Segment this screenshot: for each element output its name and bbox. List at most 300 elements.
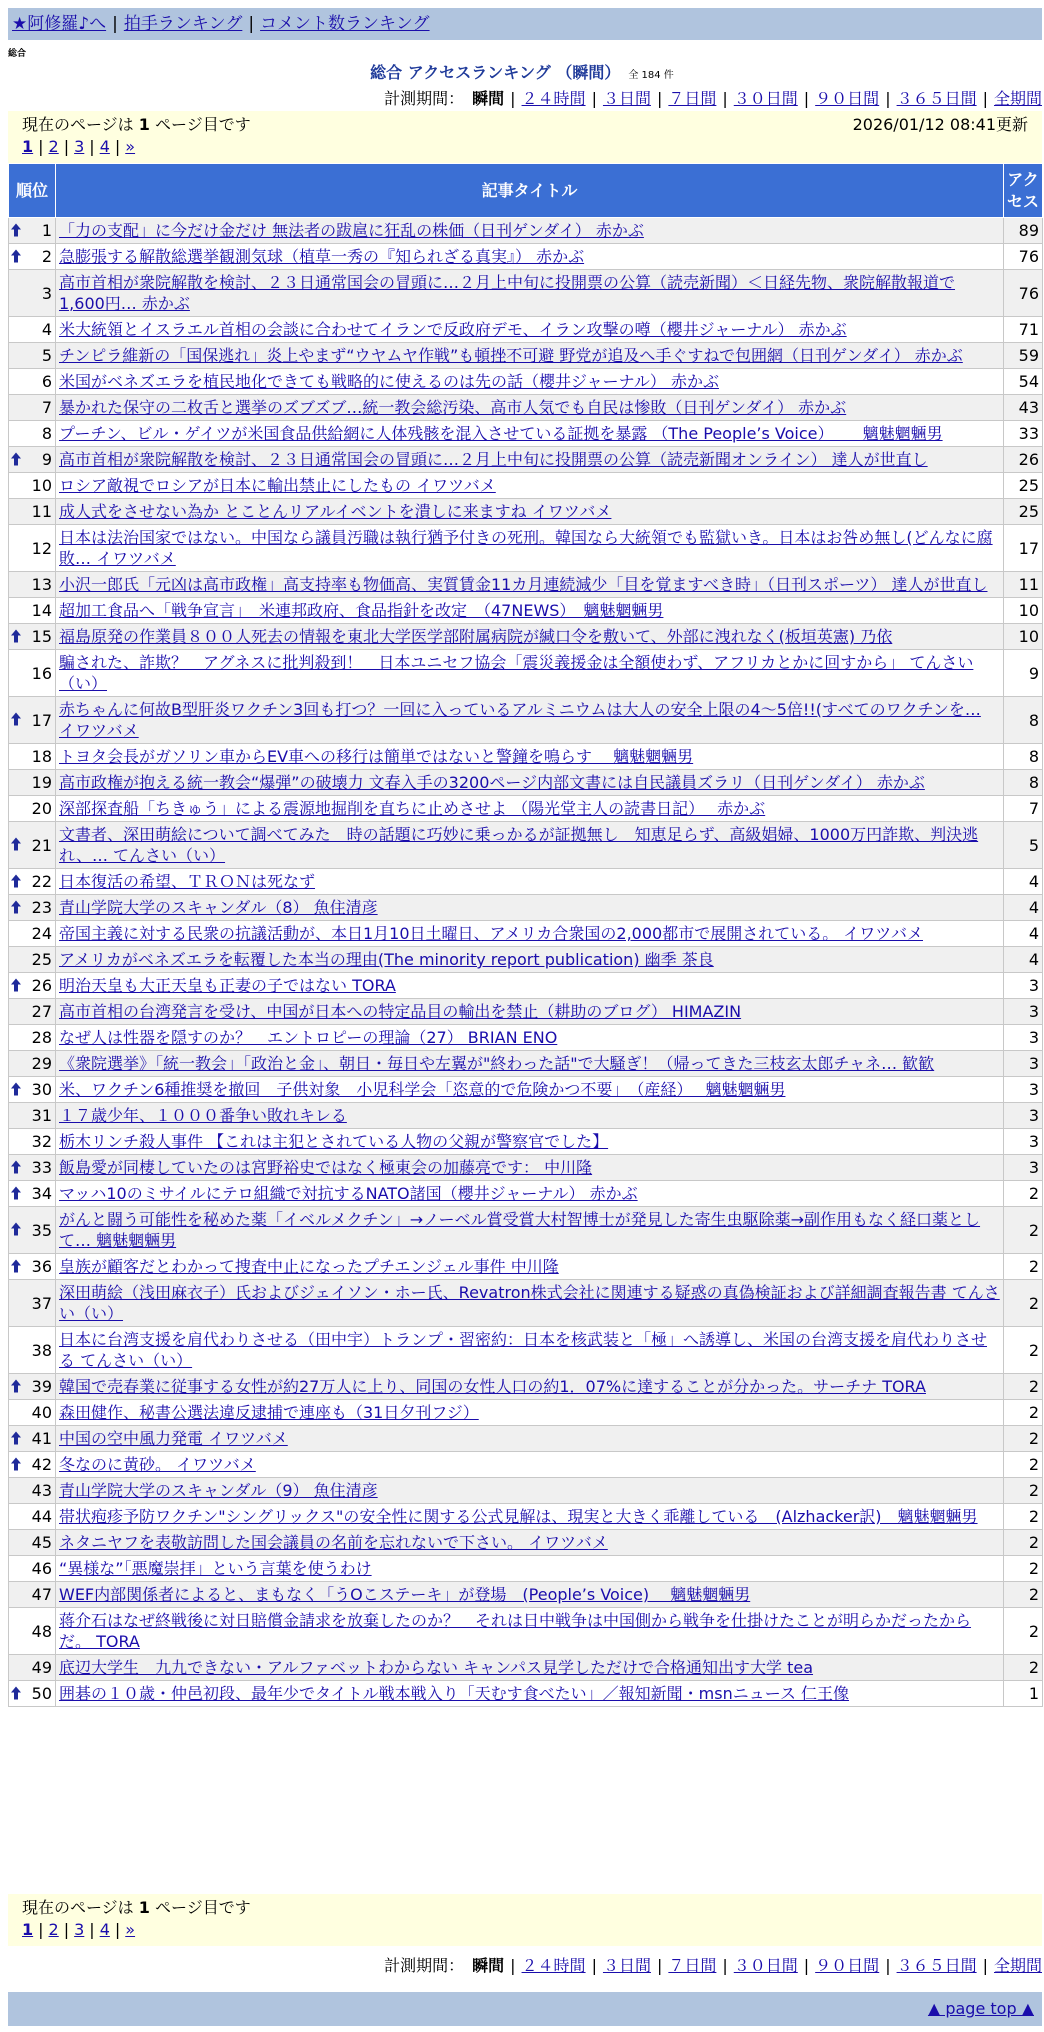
- table-row: [9, 1608, 1043, 1655]
- rank-up-arrow-icon: [11, 710, 21, 731]
- ranking-table-body: [9, 218, 1043, 1707]
- rank-cell: [9, 1400, 56, 1426]
- access-count: 8: [1004, 744, 1043, 770]
- article-link[interactable]: 韓国で売春業に従事する女性が約27万人に上り、同国の女性人口の約1．07%に達することが分かった。サーチナ TORA: [59, 1377, 926, 1396]
- rank-number: 31: [31, 1106, 52, 1125]
- article-link[interactable]: チンピラ維新の「国保逃れ」炎上やまず“ウヤムヤ作戦”も頓挫不可避 野党が追及へ手ぐすねで包囲網（日刊ゲンダイ） 赤かぶ: [59, 346, 963, 365]
- period-link[interactable]: 全期間: [993, 89, 1042, 108]
- table-row: [9, 572, 1043, 598]
- access-count: 1: [1004, 1681, 1043, 1707]
- rank-cell: [9, 1426, 56, 1452]
- title-cell: [56, 499, 1004, 525]
- next-page-link[interactable]: »: [125, 137, 136, 156]
- title-cell: [56, 1327, 1004, 1374]
- table-row: [9, 244, 1043, 270]
- page-link[interactable]: 4: [99, 137, 110, 156]
- title-cell: [56, 1254, 1004, 1280]
- article-link[interactable]: 冬なのに黄砂。 イワツバメ: [59, 1455, 256, 1474]
- rank-cell: [9, 317, 56, 343]
- rank-cell: [9, 1374, 56, 1400]
- title-cell: [56, 598, 1004, 624]
- title-cell: [56, 999, 1004, 1025]
- access-count: 25: [1004, 499, 1043, 525]
- title-cell: [56, 343, 1004, 369]
- period-selected: 瞬間: [472, 1956, 505, 1975]
- rank-cell: [9, 1608, 56, 1655]
- article-link[interactable]: 米大統領とイスラエル首相の会談に合わせてイランで反政府デモ、イラン攻撃の噂（櫻井ジャーナル） 赤かぶ: [59, 320, 847, 339]
- rank-number: 6: [41, 372, 52, 391]
- access-count: 9: [1004, 650, 1043, 697]
- period-link[interactable]: ３日間: [602, 89, 651, 108]
- period-separator: |: [591, 89, 597, 108]
- access-count: 76: [1004, 244, 1043, 270]
- title-cell: [56, 697, 1004, 744]
- table-row: [9, 770, 1043, 796]
- period-link[interactable]: ９０日間: [815, 1956, 880, 1975]
- table-row: [9, 973, 1043, 999]
- pager-prefix: 現在のページは: [22, 1898, 134, 1917]
- access-count: 4: [1004, 895, 1043, 921]
- access-count: 2: [1004, 1530, 1043, 1556]
- table-row: [9, 1155, 1043, 1181]
- table-row: [9, 869, 1043, 895]
- rank-cell: [9, 973, 56, 999]
- access-count: 3: [1004, 973, 1043, 999]
- access-count: 2: [1004, 1181, 1043, 1207]
- rank-number: 13: [31, 575, 52, 594]
- article-link[interactable]: 日本に台湾支援を肩代わりさせる（田中宇）トランプ・習密約：日本を核武装と「極」へ誘導し、米国の台湾支援を肩代わりさせる てんさい（い）: [59, 1330, 988, 1370]
- article-link[interactable]: 成人式をさせない為か とことんリアルイベントを潰しに来ますね イワツバメ: [59, 502, 612, 521]
- rank-number: 37: [31, 1293, 52, 1313]
- article-link[interactable]: 栃木リンチ殺人事件 【これは主犯とされている人物の父親が警察官でした】: [59, 1132, 609, 1151]
- pager-current: 1: [138, 1898, 150, 1917]
- page-link[interactable]: 3: [74, 137, 85, 156]
- rank-cell: [9, 1504, 56, 1530]
- article-link[interactable]: 青山学院大学のスキャンダル（9） 魚住清彦: [59, 1481, 378, 1500]
- section-tag: 総合: [8, 49, 27, 59]
- rank-cell: [9, 1452, 56, 1478]
- table-row: [9, 1655, 1043, 1681]
- article-link[interactable]: 囲碁の１０歳・仲邑初段、最年少でタイトル戦本戦入り「天むす食べたい」／報知新聞・msnニュース 仁王像: [59, 1684, 850, 1703]
- title-cell: [56, 1129, 1004, 1155]
- article-link[interactable]: 日本復活の希望、ＴＲＯＮは死なず: [59, 872, 316, 891]
- article-link[interactable]: 小沢一郎氏「元凶は高市政権」高支持率も物価高、実質賃金11カ月連続減少「目を覚ますべき時」（日刊スポーツ） 達人が世直し: [59, 575, 988, 594]
- access-count: 2: [1004, 1327, 1043, 1374]
- rank-number: 9: [41, 450, 52, 469]
- access-count: 3: [1004, 1025, 1043, 1051]
- title-cell: [56, 624, 1004, 650]
- period-selected: 瞬間: [472, 89, 505, 108]
- table-row: [9, 369, 1043, 395]
- table-row: [9, 1452, 1043, 1478]
- rank-number: 2: [41, 247, 52, 266]
- access-count: 25: [1004, 473, 1043, 499]
- access-count: 17: [1004, 525, 1043, 572]
- article-link[interactable]: ネタニヤフを表敬訪問した国会議員の名前を忘れないで下さい。 イワツバメ: [59, 1533, 608, 1552]
- rank-number: 21: [31, 835, 52, 855]
- access-count: 8: [1004, 770, 1043, 796]
- access-count: 59: [1004, 343, 1043, 369]
- access-count: 10: [1004, 624, 1043, 650]
- article-link[interactable]: 高市政権が抱える統一教会“爆弾”の破壊力 文春入手の3200ページ内部文書には自民議員ズラリ（日刊ゲンダイ） 赤かぶ: [59, 773, 925, 792]
- title-cell: [56, 447, 1004, 473]
- article-link[interactable]: 福島原発の作業員８００人死去の情報を東北大学医学部附属病院が緘口令を敷いて、外部に洩れなく(板垣英憲) 乃依: [59, 627, 893, 646]
- rank-cell: [9, 624, 56, 650]
- title-cell: [56, 973, 1004, 999]
- rank-number: 30: [31, 1080, 52, 1099]
- article-link[interactable]: １７歳少年、１０００番争い敗れキレる: [59, 1106, 347, 1125]
- article-link[interactable]: 超加工食品へ「戦争宣言」 米連邦政府、食品指針を改定 （47NEWS） 魑魅魍魎男: [59, 601, 664, 620]
- table-row: [9, 447, 1043, 473]
- access-count: 8: [1004, 697, 1043, 744]
- pager-prefix: 現在のページは: [22, 115, 134, 134]
- rank-number: 12: [31, 538, 52, 558]
- article-link[interactable]: 中国の空中風力発電 イワツバメ: [59, 1429, 288, 1448]
- title-cell: [56, 869, 1004, 895]
- rank-cell: [9, 369, 56, 395]
- article-link[interactable]: 森田健作、秘書公選法違反逮捕で連座も（31日夕刊フジ）: [59, 1403, 479, 1422]
- pager-top: [8, 111, 1042, 163]
- rank-cell: [9, 1207, 56, 1254]
- nav-separator: |: [248, 14, 255, 34]
- article-link[interactable]: 日本は法治国家ではない。中国なら議員汚職は執行猶予付きの死刑。韓国なら大統領でも監獄いき。日本はお咎め無し(どんなに腐敗… イワツバメ: [59, 528, 993, 568]
- rank-cell: [9, 1077, 56, 1103]
- period-link[interactable]: ７日間: [668, 1956, 717, 1975]
- article-link[interactable]: 蒋介石はなぜ終戦後に対日賠償金請求を放棄したのか？ それは日中戦争は中国側から戦争を仕掛けたことが明らかだったからだ。 TORA: [59, 1611, 972, 1651]
- title-cell: [56, 1400, 1004, 1426]
- article-link[interactable]: 皇族が顧客だとわかって捜査中止になったプチエンジェル事件 中川隆: [59, 1257, 559, 1276]
- table-row: [9, 947, 1043, 973]
- article-link[interactable]: 高市首相の台湾発言を受け、中国が日本への特定品目の輸出を禁止（耕助のブログ） HIMAZIN: [59, 1002, 742, 1021]
- rank-cell: [9, 895, 56, 921]
- period-separator: |: [656, 1956, 663, 1975]
- period-link[interactable]: ３日間: [602, 1956, 651, 1975]
- period-label: 計測期間：: [384, 89, 465, 108]
- table-row: [9, 395, 1043, 421]
- pager-current: 1: [138, 115, 150, 134]
- title-cell: [56, 1025, 1004, 1051]
- page-link[interactable]: 4: [99, 1920, 110, 1939]
- table-row: [9, 270, 1043, 317]
- rank-number: 43: [31, 1481, 52, 1500]
- article-link[interactable]: ロシア敵視でロシアが日本に輸出禁止にしたもの イワツバメ: [59, 476, 496, 495]
- comment-ranking-link[interactable]: コメント数ランキング: [260, 14, 430, 34]
- page-top-link[interactable]: ▲ page top ▲: [927, 1999, 1034, 2018]
- rank-cell: [9, 270, 56, 317]
- rank-up-arrow-icon: [11, 1683, 21, 1704]
- period-separator: |: [722, 1956, 728, 1975]
- rank-up-arrow-icon: [11, 1428, 21, 1449]
- period-separator: |: [591, 1956, 597, 1975]
- article-link[interactable]: 赤ちゃんに何故B型肝炎ワクチン3回も打つ？一回に入っているアルミニウムは大人の安全上限の4～5倍!!(すべてのワクチンを… イワツバメ: [59, 700, 981, 740]
- access-count: 2: [1004, 1504, 1043, 1530]
- rank-number: 24: [31, 924, 52, 943]
- access-count: 2: [1004, 1608, 1043, 1655]
- article-link[interactable]: 明治天皇も大正天皇も正妻の子ではない TORA: [59, 976, 396, 995]
- title-cell: [56, 796, 1004, 822]
- table-row: [9, 624, 1043, 650]
- rank-cell: [9, 218, 56, 244]
- access-count: 89: [1004, 218, 1043, 244]
- title-cell: [56, 1280, 1004, 1327]
- title-cell: [56, 822, 1004, 869]
- nav-separator: |: [112, 14, 118, 34]
- article-link[interactable]: 底辺大学生 九九できない・アルファベットわからない キャンパス見学しただけで合格通知出す大学 tea: [59, 1658, 814, 1677]
- clap-ranking-link[interactable]: 拍手ランキング: [123, 14, 243, 34]
- rank-cell: [9, 1155, 56, 1181]
- article-link[interactable]: 米、ワクチン6種推奨を撤回 子供対象 小児科学会「恣意的で危険かつ不要」 （産経） 魑魅魍魎男: [59, 1080, 786, 1099]
- pager-bottom: [8, 1894, 1042, 1946]
- table-row: [9, 525, 1043, 572]
- rank-cell: [9, 1530, 56, 1556]
- bottom-bar: [8, 1992, 1042, 2026]
- rank-cell: [9, 1327, 56, 1374]
- table-row: [9, 999, 1043, 1025]
- rank-cell: [9, 598, 56, 624]
- title-cell: [56, 650, 1004, 697]
- table-row: [9, 598, 1043, 624]
- access-count: 26: [1004, 447, 1043, 473]
- access-count: 4: [1004, 947, 1043, 973]
- rank-cell: [9, 1478, 56, 1504]
- title-cell: [56, 1181, 1004, 1207]
- table-row: [9, 921, 1043, 947]
- table-row: [9, 1051, 1043, 1077]
- access-count: 3: [1004, 999, 1043, 1025]
- rank-number: 47: [31, 1585, 52, 1604]
- rank-cell: [9, 447, 56, 473]
- access-count: 3: [1004, 1077, 1043, 1103]
- page-link[interactable]: 1: [22, 1920, 34, 1939]
- title-cell: [56, 895, 1004, 921]
- access-count: 2: [1004, 1400, 1043, 1426]
- title-cell: [56, 1655, 1004, 1681]
- table-row: [9, 1400, 1043, 1426]
- period-link[interactable]: ３０日間: [733, 89, 798, 108]
- rank-cell: [9, 525, 56, 572]
- access-count: 2: [1004, 1280, 1043, 1327]
- article-link[interactable]: 急膨張する解散総選挙観測気球（植草一秀の『知られざる真実』） 赤かぶ: [59, 247, 585, 266]
- rank-number: 29: [31, 1054, 52, 1073]
- rank-number: 39: [31, 1377, 52, 1396]
- period-separator: |: [722, 89, 728, 108]
- table-header-row: [9, 164, 1043, 218]
- table-row: [9, 1426, 1043, 1452]
- article-link[interactable]: プーチン、ビル・ゲイツが米国食品供給網に人体残骸を混入させている証拠を暴露 （The People’s Voice） 魑魅魍魎男: [59, 424, 943, 443]
- rank-up-arrow-icon: [11, 835, 21, 856]
- article-link[interactable]: 「力の支配」に今だけ金だけ 無法者の跋扈に狂乱の株価（日刊ゲンダイ） 赤かぶ: [59, 221, 644, 240]
- table-row: [9, 1478, 1043, 1504]
- article-link[interactable]: 飯島愛が同棲していたのは宮野裕史ではなく極東会の加藤亮です： 中川隆: [59, 1158, 593, 1177]
- rank-number: 49: [31, 1658, 52, 1677]
- article-link[interactable]: 高市首相が衆院解散を検討、２３日通常国会の冒頭に…２月上中旬に投開票の公算（読売新聞）＜日経先物、衆院解散報道で1,600円… 赤かぶ: [59, 273, 956, 313]
- title-cell: [56, 572, 1004, 598]
- rank-cell: [9, 1103, 56, 1129]
- article-link[interactable]: 高市首相が衆院解散を検討、２３日通常国会の冒頭に…２月上中旬に投開票の公算（読売新聞オンライン） 達人が世直し: [59, 450, 928, 469]
- access-count: 4: [1004, 869, 1043, 895]
- article-link[interactable]: WEF内部関係者によると、まもなく「うOこステーキ」が登場 (People’s Voice) 魑魅魍魎男: [59, 1585, 751, 1604]
- rank-up-arrow-icon: [11, 871, 21, 892]
- article-link[interactable]: 文書者、深田萌絵について調べてみた 時の話題に巧妙に乗っかるが証拠無し 知恵足らず、高級娼婦、1000万円詐欺、判決逃れ、… てんさい（い）: [59, 825, 979, 865]
- title-cell: [56, 1681, 1004, 1707]
- total-count: 全 184 件: [628, 70, 674, 81]
- rank-up-arrow-icon: [11, 1256, 21, 1277]
- title-header: 記事タイトル: [56, 164, 1004, 218]
- page-link[interactable]: 2: [48, 137, 59, 156]
- period-link[interactable]: ２４時間: [521, 1956, 586, 1975]
- rank-up-arrow-icon: [11, 1376, 21, 1397]
- access-count: 10: [1004, 598, 1043, 624]
- title-cell: [56, 1452, 1004, 1478]
- table-row: [9, 343, 1043, 369]
- table-row: [9, 1327, 1043, 1374]
- period-link[interactable]: ３０日間: [733, 1956, 798, 1975]
- period-link[interactable]: ７日間: [668, 89, 717, 108]
- pager-separator: |: [63, 1920, 70, 1939]
- page-link[interactable]: 1: [22, 137, 34, 156]
- access-count: 4: [1004, 921, 1043, 947]
- access-count: 5: [1004, 822, 1043, 869]
- article-link[interactable]: 米国がベネズエラを植民地化できても戦略的に使えるのは先の話（櫻井ジャーナル） 赤かぶ: [59, 372, 719, 391]
- pager-status: [22, 114, 251, 136]
- article-link[interactable]: なぜ人は性器を隠すのか？ エントロピーの理論（27） BRIAN ENO: [59, 1028, 558, 1047]
- pager-status: [22, 1897, 251, 1919]
- period-label: 計測期間：: [384, 1956, 465, 1975]
- table-row: [9, 421, 1043, 447]
- home-link[interactable]: ★阿修羅♪へ: [12, 14, 107, 34]
- rank-number: 8: [41, 424, 52, 443]
- updated-timestamp: 2026/01/12 08:41更新: [852, 115, 1028, 134]
- rank-number: 16: [31, 663, 52, 683]
- table-row: [9, 1025, 1043, 1051]
- rank-number: 25: [31, 950, 52, 969]
- top-nav-bar: [8, 8, 1042, 40]
- period-link[interactable]: ２４時間: [521, 89, 586, 108]
- article-link[interactable]: 青山学院大学のスキャンダル（8） 魚住清彦: [59, 898, 378, 917]
- period-link[interactable]: ３６５日間: [896, 1956, 977, 1975]
- rank-cell: [9, 244, 56, 270]
- table-row: [9, 1582, 1043, 1608]
- rank-number: 36: [31, 1257, 52, 1276]
- rank-number: 23: [31, 898, 52, 917]
- rank-cell: [9, 869, 56, 895]
- rank-cell: [9, 770, 56, 796]
- article-link[interactable]: 深田萌絵（浅田麻衣子）氏およびジェイソン・ホー氏、Revatron株式会社に関連する疑惑の真偽検証および詳細調査報告書 てんさい（い）: [59, 1283, 1000, 1323]
- title-cell: [56, 1374, 1004, 1400]
- rank-up-arrow-icon: [11, 1079, 21, 1100]
- rank-number: 44: [31, 1507, 52, 1526]
- access-count: 3: [1004, 1103, 1043, 1129]
- access-count: 7: [1004, 796, 1043, 822]
- rank-number: 28: [31, 1028, 52, 1047]
- rank-cell: [9, 921, 56, 947]
- rank-header: 順位: [9, 164, 56, 218]
- rank-number: 26: [31, 976, 52, 995]
- access-count: 2: [1004, 1582, 1043, 1608]
- article-link[interactable]: アメリカがベネズエラを転覆した本当の理由(The minority report publication) 幽季 茶良: [59, 950, 714, 969]
- pager-status-row: [22, 114, 1028, 136]
- rank-cell: [9, 1129, 56, 1155]
- table-row: [9, 1181, 1043, 1207]
- rank-cell: [9, 1181, 56, 1207]
- period-separator: |: [510, 89, 516, 108]
- article-link[interactable]: “異様な”「悪魔崇拝」という言葉を使うわけ: [59, 1559, 372, 1578]
- table-row: [9, 822, 1043, 869]
- rank-number: 1: [41, 221, 52, 240]
- access-count: 2: [1004, 1655, 1043, 1681]
- table-row: [9, 317, 1043, 343]
- article-link[interactable]: 《衆院選挙》「統一教会」「政治と金」、朝日・毎日や左翼が"終わった話"で大騒ぎ！（帰ってきた三枝玄太郎チャネ… 歓歓: [59, 1054, 935, 1073]
- title-cell: [56, 1155, 1004, 1181]
- pager-status-row: [22, 1897, 1028, 1919]
- title-cell: [56, 1207, 1004, 1254]
- access-count: 2: [1004, 1207, 1043, 1254]
- rank-number: 3: [41, 283, 52, 303]
- access-count: 2: [1004, 1254, 1043, 1280]
- article-link[interactable]: 暴かれた保守の二枚舌と選挙のズブズブ…統一教会総汚染、高市人気でも自民は惨敗（日刊ゲンダイ） 赤かぶ: [59, 398, 847, 417]
- article-link[interactable]: がんと闘う可能性を秘めた薬「イベルメクチン」→ノーベル賞受賞大村智博士が発見した寄生虫駆除薬→副作用もなく経口薬として… 魑魅魍魎男: [59, 1210, 981, 1250]
- rank-cell: [9, 650, 56, 697]
- title-cell: [56, 947, 1004, 973]
- page-link[interactable]: 2: [48, 1920, 59, 1939]
- table-row: [9, 1077, 1043, 1103]
- period-link[interactable]: ９０日間: [815, 89, 880, 108]
- page-link[interactable]: 3: [74, 1920, 85, 1939]
- next-page-link[interactable]: »: [125, 1920, 136, 1939]
- table-row: [9, 499, 1043, 525]
- rank-up-arrow-icon: [11, 1157, 21, 1178]
- rank-cell: [9, 1254, 56, 1280]
- article-link[interactable]: トヨタ会長がガソリン車からEV車への移行は簡単ではないと警鐘を鳴らす 魑魅魍魎男: [59, 747, 694, 766]
- pager-suffix: ページ目です: [155, 1898, 251, 1917]
- rank-number: 46: [31, 1559, 52, 1578]
- article-link[interactable]: 深部探査船「ちきゅう」による震源地掘削を直ちに止めさせよ （陽光堂主人の読書日記） 赤かぶ: [59, 799, 766, 818]
- period-separator: |: [885, 89, 891, 108]
- rank-number: 34: [31, 1184, 52, 1203]
- rank-number: 40: [31, 1403, 52, 1422]
- rank-number: 11: [31, 502, 52, 521]
- page-title: 総合 アクセスランキング （瞬間）: [370, 63, 621, 82]
- pager-separator: |: [89, 137, 95, 156]
- pager-separator: |: [38, 137, 44, 156]
- period-link[interactable]: ３６５日間: [896, 89, 977, 108]
- article-link[interactable]: 帝国主義に対する民衆の抗議活動が、本日1月10日土曜日、アメリカ合衆国の2,000都市で展開されている。 イワツバメ: [59, 924, 923, 943]
- access-count: 76: [1004, 270, 1043, 317]
- title-cell: [56, 1530, 1004, 1556]
- table-row: [9, 1556, 1043, 1582]
- period-link[interactable]: 全期間: [993, 1956, 1042, 1975]
- article-link[interactable]: マッハ10のミサイルにテロ組織で対抗するNATO諸国（櫻井ジャーナル） 赤かぶ: [59, 1184, 638, 1203]
- rank-number: 4: [41, 320, 52, 339]
- rank-cell: [9, 1556, 56, 1582]
- period-separator: |: [885, 1956, 891, 1975]
- rank-cell: [9, 1582, 56, 1608]
- rank-up-arrow-icon: [11, 1183, 21, 1204]
- title-cell: [56, 1608, 1004, 1655]
- rank-number: 50: [31, 1684, 52, 1703]
- access-count: 11: [1004, 572, 1043, 598]
- rank-cell: [9, 1280, 56, 1327]
- article-link[interactable]: 騙された、詐欺？ アグネスに批判殺到！ 日本ユニセフ協会「震災義援金は全額使わず、アフリカとかに回すから」 てんさい（い）: [59, 653, 974, 693]
- rank-up-arrow-icon: [11, 1454, 21, 1475]
- pager-separator: |: [114, 1920, 121, 1939]
- pager-separator: |: [63, 137, 70, 156]
- rank-number: 18: [31, 747, 52, 766]
- table-row: [9, 744, 1043, 770]
- article-link[interactable]: 帯状疱疹予防ワクチン"シングリックス"の安全性に関する公式見解は、現実と大きく乖離している (Alzhacker訳) 魑魅魍魎男: [59, 1507, 978, 1526]
- rank-number: 27: [31, 1002, 52, 1021]
- access-count: 33: [1004, 421, 1043, 447]
